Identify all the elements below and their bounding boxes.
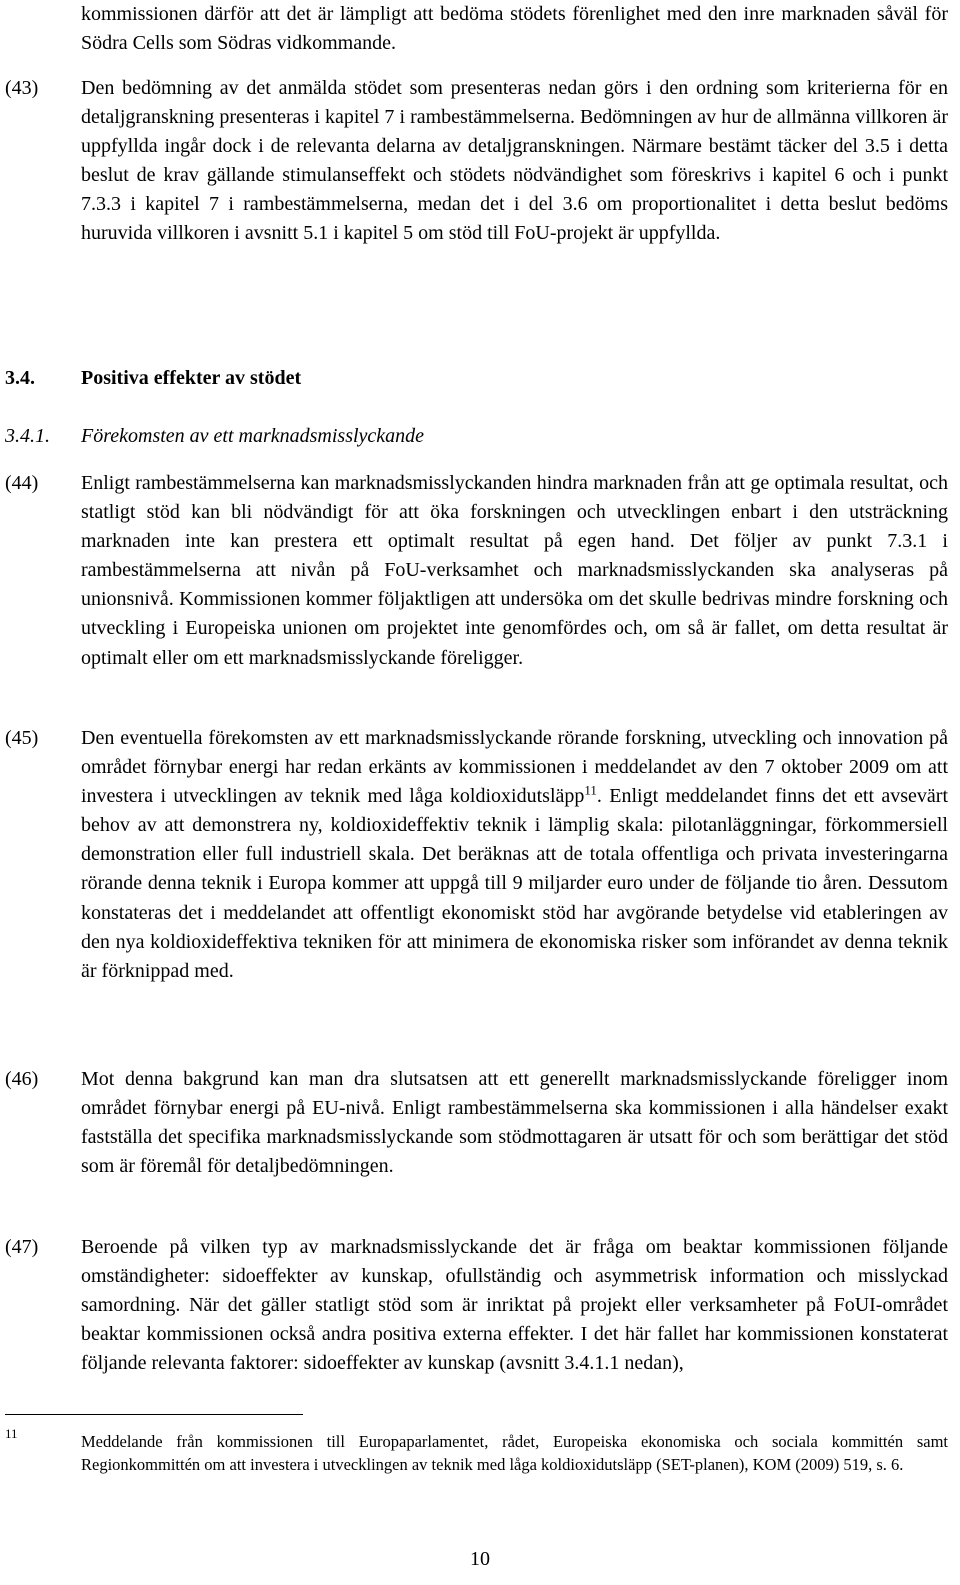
paragraph-number: (43) — [5, 77, 39, 99]
paragraph-text: Enligt rambestämmelserna kan marknadsmisslyckanden hindra marknaden från att ge optimala resultat, och statligt stöd kan bli nödvändigt för att öka forskningen och utvecklingen enbart i den utsträckning marknaden inte kan prestera ett optimalt resultat på egen hand. Det följer av punkt 7.3.1 i rambestämmelserna att nivån på FoU-verksamhet och marknadsmisslyckanden ska analyseras på unionsnivå. Kommissionen kommer följaktligen att undersöka om det skulle bedrivas mindre forskning och utveckling i Europeiska unionen om projektet inte genomfördes och, om så är fallet, om detta resultat är optimalt eller om ett marknadsmisslyckande föreligger. — [81, 472, 948, 669]
paragraph-43 — [5, 74, 948, 249]
paragraph-45 — [5, 724, 948, 986]
subsection-title: Förekomsten av ett marknadsmisslyckande — [81, 425, 425, 447]
page-number: 10 — [470, 1548, 490, 1570]
paragraph-46 — [5, 1065, 948, 1181]
footnote-divider — [5, 1414, 303, 1415]
section-number: 3.4. — [5, 367, 35, 389]
paragraph-47 — [5, 1233, 948, 1378]
paragraph-text: Den eventuella förekomsten av ett marknadsmisslyckande rörande forskning, utveckling och innovation på området förnybar energi har redan erkänts av kommissionen i meddelandet av den 7 oktober 2009 om att investera i utvecklingen av teknik med låga koldioxidutsläpp — [81, 727, 948, 808]
paragraph-44 — [5, 469, 948, 673]
footnote-number: 11 — [5, 1426, 18, 1441]
paragraph-number: (46) — [5, 1068, 39, 1090]
paragraph-text-continued: . Enligt meddelandet finns det ett avsevärt behov av att demonstrera ny, koldioxideffektiv teknik i lämplig skala: pilotanläggningar, förkommersiell demonstration eller full industriell skala. Det beräknas att de totala offentliga och privata investeringarna rörande denna teknik i Europa kommer att uppgå till 9 miljarder euro under de följande tio åren. Dessutom konstateras det i meddelandet att offentligt ekonomiskt stöd har avgörande betydelse vid etableringen av den nya koldioxideffektiva tekniken för att minimera de ekonomiska risker som införandet av denna teknik är förknippad med. — [81, 785, 948, 982]
footnote-text: Meddelande från kommissionen till Europaparlamentet, rådet, Europeiska ekonomiska och sociala kommittén samt Regionkommittén om att investera i utvecklingen av teknik med låga koldioxidutsläpp (SET-planen), KOM (2009) 519, s. 6. — [81, 1432, 948, 1474]
paragraph-text: Beroende på vilken typ av marknadsmisslyckande det är fråga om beaktar kommissionen följande omständigheter: sidoeffekter av kunskap, ofullständig och asymmetrisk information och misslyckad samordning. När det gäller statligt stöd som är inriktat på projekt eller verksamheter på FoUI-området beaktar kommissionen också andra positiva externa effekter. I det här fallet har kommissionen konstaterat följande relevanta faktorer: sidoeffekter av kunskap (avsnitt 3.4.1.1 nedan), — [81, 1236, 948, 1375]
paragraph-number: (44) — [5, 472, 39, 494]
footnote-reference[interactable]: 11 — [584, 782, 597, 798]
paragraph-text: Den bedömning av det anmälda stödet som presenteras nedan görs i den ordning som kriterierna för en detaljgranskning presenteras i kapitel 7 i rambestämmelserna. Bedömningen av hur de allmänna villkoren är uppfyllda ingår dock i de relevanta delarna av detaljgranskningen. Närmare bestämt täcker del 3.5 i detta beslut de krav gällande stimulanseffekt och stödets nödvändighet som föreskrivs i kapitel 6 och i punkt 7.3.3 i kapitel 7 i rambestämmelserna, medan det i del 3.6 om proportionalitet i detta beslut bedöms huruvida villkoren i avsnitt 5.1 i kapitel 5 om stöd till FoU-projekt är uppfyllda. — [81, 77, 948, 245]
paragraph-text: Mot denna bakgrund kan man dra slutsatsen att ett generellt marknadsmisslyckande föreligger inom området förnybar energi på EU-nivå. Enligt rambestämmelserna ska kommissionen i alla händelser exakt fastställa det specifika marknadsmisslyckande som stödmottagaren är utsatt för och som berättigar det stöd som är föremål för detaljbedömningen. — [81, 1068, 948, 1178]
section-title: Positiva effekter av stödet — [81, 367, 302, 389]
paragraph-number: (45) — [5, 727, 39, 749]
paragraph-number: (47) — [5, 1236, 39, 1258]
continued-paragraph: kommissionen därför att det är lämpligt att bedöma stödets förenlighet med den inre marknaden såväl för Södra Cells som Södras vidkommande. — [81, 3, 948, 54]
subsection-number: 3.4.1. — [5, 425, 50, 447]
